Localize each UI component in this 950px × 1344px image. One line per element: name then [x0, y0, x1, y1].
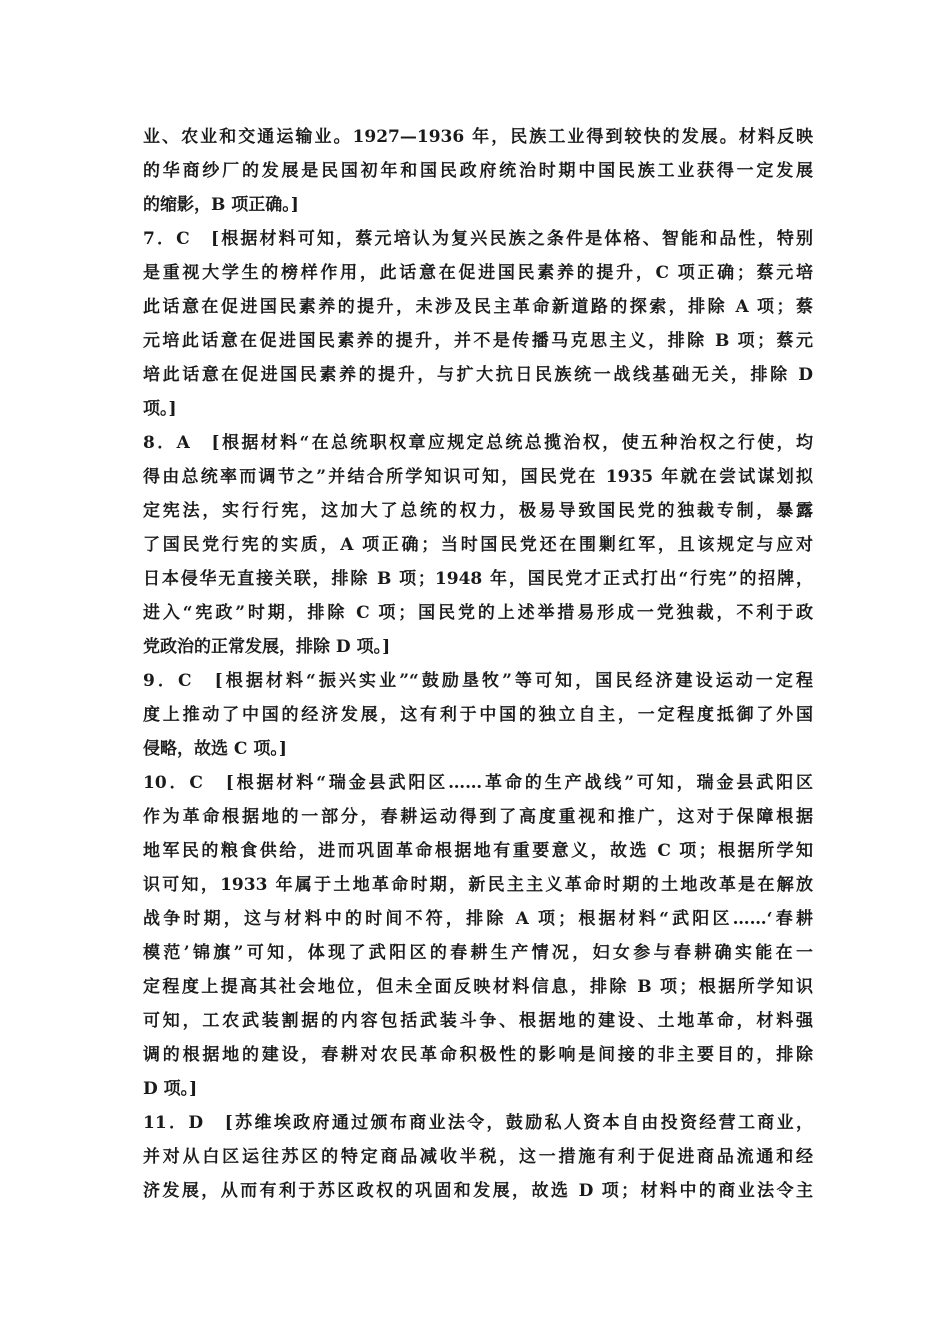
text-line: 定宪法，实行行宪，这加大了总统的权力，极易导致国民党的独裁专制，暴露	[143, 501, 813, 521]
text-line: 定程度上提高其社会地位，但未全面反映材料信息，排除 B 项；根据所学知识	[143, 977, 813, 997]
text-line: 侵略，故选 C 项。]	[143, 739, 287, 759]
text-line: 调的根据地的建设，春耕对农民革命积极性的影响是间接的非主要目的，排除	[143, 1045, 813, 1065]
text-line: 进入“宪政”时期，排除 C 项；国民党的上述举措易形成一党独裁，不利于政	[143, 603, 813, 623]
answer-9-line: 9．C [根据材料“振兴实业”“鼓励垦牧”等可知，国民经济建设运动一定程	[143, 671, 813, 691]
text-line: 项。]	[143, 399, 177, 419]
text-line: D 项。]	[143, 1079, 198, 1099]
answer-11-line: 11．D [苏维埃政府通过颁布商业法令，鼓励私人资本自由投资经营工商业，	[143, 1113, 813, 1133]
text-line: 党政治的正常发展，排除 D 项。]	[143, 637, 391, 657]
text-line: 的缩影，B 项正确。]	[143, 195, 299, 215]
text-line: 作为革命根据地的一部分，春耕运动得到了高度重视和推广，这对于保障根据	[143, 807, 813, 827]
text-line: 识可知，1933 年属于土地革命时期，新民主主义革命时期的土地改革是在解放	[143, 875, 813, 895]
text-line: 可知，工农武装割据的内容包括武装斗争、根据地的建设、土地革命，材料强	[143, 1011, 813, 1031]
text-line: 得由总统率而调节之”并结合所学知识可知，国民党在 1935 年就在尝试谋划拟	[143, 467, 813, 487]
text-line: 济发展，从而有利于苏区政权的巩固和发展，故选 D 项；材料中的商业法令主	[143, 1181, 813, 1201]
text-line: 战争时期，这与材料中的时间不符，排除 A 项；根据材料“武阳区……‘春耕	[143, 909, 813, 929]
answer-10-line: 10．C [根据材料“瑞金县武阳区……革命的生产战线”可知，瑞金县武阳区	[143, 773, 813, 793]
text-line: 业、农业和交通运输业。1927—1936 年，民族工业得到较快的发展。材料反映	[143, 127, 813, 147]
text-line: 是重视大学生的榜样作用，此话意在促进国民素养的提升，C 项正确；蔡元培	[143, 263, 813, 283]
text-line: 日本侵华无直接关联，排除 B 项；1948 年，国民党才正式打出“行宪”的招牌，	[143, 569, 813, 589]
answer-7-line: 7．C [根据材料可知，蔡元培认为复兴民族之条件是体格、智能和品性，特别	[143, 229, 813, 249]
answer-8-line: 8．A [根据材料“在总统职权章应规定总统总揽治权，使五种治权之行使，均	[143, 433, 813, 453]
text-line: 培此话意在促进国民素养的提升，与扩大抗日民族统一战线基础无关，排除 D	[143, 365, 813, 385]
text-line: 了国民党行宪的实质，A 项正确；当时国民党还在围剿红军，且该规定与应对	[143, 535, 813, 555]
text-line: 并对从白区运往苏区的特定商品减收半税，这一措施有利于促进商品流通和经	[143, 1147, 813, 1167]
answer-explanation-text	[143, 120, 813, 1208]
text-line: 的华商纱厂的发展是民国初年和国民政府统治时期中国民族工业获得一定发展	[143, 161, 813, 181]
text-line: 元培此话意在促进国民素养的提升，并不是传播马克思主义，排除 B 项；蔡元	[143, 331, 813, 351]
text-line: 模范’锦旗”可知，体现了武阳区的春耕生产情况，妇女参与春耕确实能在一	[143, 943, 813, 963]
text-line: 度上推动了中国的经济发展，这有利于中国的独立自主，一定程度抵御了外国	[143, 705, 813, 725]
text-line: 此话意在促进国民素养的提升，未涉及民主革命新道路的探索，排除 A 项；蔡	[143, 297, 813, 317]
text-line: 地军民的粮食供给，进而巩固革命根据地有重要意义，故选 C 项；根据所学知	[143, 841, 813, 861]
